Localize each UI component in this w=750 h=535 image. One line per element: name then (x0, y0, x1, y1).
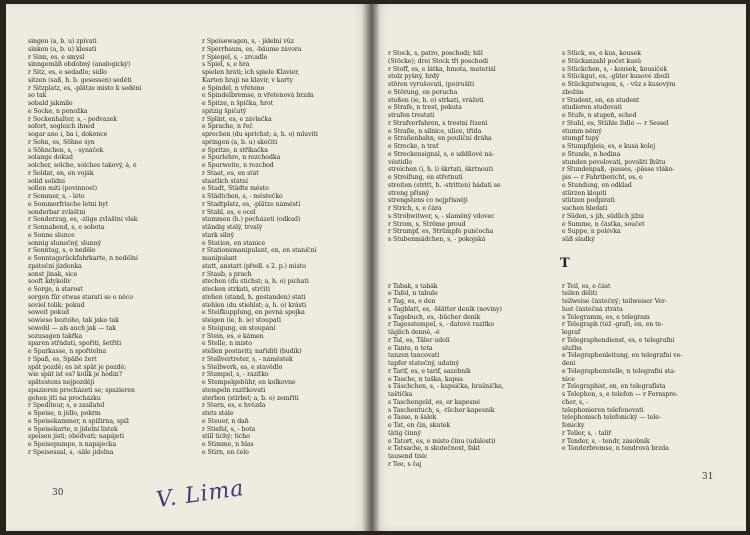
dictionary-entry: stark silný (202, 231, 235, 239)
dictionary-entry: e Steifkupplung, en pevná spojka (202, 309, 305, 317)
dictionary-entry: e Speisekarte, n jídelní lístek (28, 425, 118, 433)
dictionary-entry: r Stock, s, patro, poschodí; hůl (388, 50, 483, 57)
dictionary-entry: spät pozdě; es ist spät je pozdě; (28, 363, 127, 371)
dictionary-entry: pis — r Fahrtbericht, es, e (562, 174, 643, 181)
dictionary-entry: s Tagblatt, es, -blätter deník (noviny) (388, 305, 502, 313)
dictionary-entry: s Taschengeld, es, er kapesné (388, 398, 481, 406)
dictionary-entry: r Tag, es, e den (388, 298, 436, 305)
dictionary-entry: statt, anstatt (předl. s 2. p.) místo (202, 262, 306, 270)
dictionary-entry: e Summe, n částka, součet (562, 220, 645, 228)
dictionary-entry: stellen postaviti; nařiditi (budík) (202, 348, 302, 355)
dictionary-entry: täglich denně, -ě (388, 329, 440, 336)
dictionary-entry: e Tasse, n šálek (388, 414, 437, 422)
dictionary-entry: r Tagesstempel, s, - datové razítko (388, 321, 495, 329)
dictionary-entry: sinken (a, b. u) klesati (28, 45, 97, 53)
dictionary-entry: r Tarif, es, e tarif, sazebník (388, 367, 471, 375)
dictionary-entry: e Telegraphenstelle, n telegrafní sta- (562, 367, 676, 375)
dictionary-entry: s Täschchen, s, - kapsička, brašnička, (388, 383, 504, 391)
dictionary-entry: s Telephon, s, e telefon — r Fernspre- (562, 391, 678, 398)
dictionary-entry: r Spediteur, s, e zasílatel (28, 402, 105, 410)
dictionary-entry: cher, s, - (562, 398, 589, 406)
dictionary-entry: wie spät ist es? kolik je hodin? (28, 371, 122, 379)
dictionary-entry: telephonisch telefonický — tele- (562, 414, 661, 422)
dictionary-entry: sonst jinak, sice (28, 270, 78, 278)
dictionary-entry: streiten (stritt, h. -stritten) hádati se (388, 181, 501, 189)
dictionary-entry: e Sonne slunce (28, 231, 75, 239)
dictionary-entry (562, 275, 734, 283)
dictionary-entry: r Soldat, en, en voják (28, 169, 94, 177)
dictionary-entry: e Tat, en čin, skutek (388, 422, 451, 429)
right-column-2 (562, 50, 734, 453)
open-book (6, 4, 746, 531)
dictionary-entry: sprechen (du sprichst; a, h. o) mluviti (202, 131, 318, 138)
dictionary-entry: r Sockenhalter, s, - podvazek (28, 115, 117, 123)
letter-heading: T (560, 256, 570, 271)
dictionary-entry: stehlen (du stiehlst; a, h. o) krásti (202, 301, 307, 309)
left-column-1 (28, 38, 200, 457)
dictionary-entry: e Stempelgebühr, en kolkovné (202, 379, 296, 386)
dictionary-entry: r Strom, s, Ströme proud (388, 220, 466, 228)
dictionary-entry: solange dokud (28, 154, 73, 162)
dictionary-entry: r Telegraphendienst, es, e telegrafní (562, 336, 675, 344)
dictionary-entry: s Stückchen, s, - kousek, kousíček (562, 65, 668, 73)
dictionary-entry: e Station, en stanice (202, 239, 266, 247)
dictionary-entry: r Splint, es, e závlačka (202, 115, 272, 123)
dictionary-entry: r Sonnabend, s, e sobota (28, 224, 105, 231)
dictionary-entry: r Tal, es, Täler údolí (388, 336, 450, 344)
dictionary-entry: suchen hledati (562, 205, 608, 212)
dictionary-entry: e Streckensignal, s, e uddílové ná- (388, 150, 495, 158)
dictionary-entry: stecken strkati, strčiti (202, 286, 270, 293)
dictionary-entry: streng přísný (388, 189, 430, 197)
dictionary-entry: s Taschentuch, s, -tücher kapesník (388, 406, 495, 414)
dictionary-entry: solcher, solche, solches takový, á, é (28, 162, 137, 169)
dictionary-entry: r Telegraph (též -graf), en, en te- (562, 321, 664, 329)
dictionary-entry: stets stále (202, 410, 234, 417)
dictionary-entry: e Spitze, n špička, hrot (202, 100, 274, 107)
dictionary-entry: e Störung, en porucha (388, 88, 458, 96)
dictionary-entry: sozusagen takřka (28, 332, 83, 340)
dictionary-entry: tätig činný (388, 429, 421, 437)
dictionary-entry: sofort, sogleich ihned (28, 123, 95, 131)
dictionary-entry: r Süden, s jih, südlich jižní (562, 212, 644, 220)
dictionary-entry: e Straßenbahn, en pouliční dráha (388, 135, 492, 143)
dictionary-entry: r Sitz, es, e sedadlo; sídlo (28, 69, 107, 76)
dictionary-entry: r Stuhl, es, Stühle židle — r Sessel (562, 119, 669, 127)
dictionary-entry: e Steuer, n daň (202, 417, 249, 425)
dictionary-entry: speisen jísti; obědvati; napájeti (28, 433, 124, 441)
dictionary-entry (562, 252, 734, 260)
dictionary-entry: zpáteční jízdenka (28, 262, 82, 270)
dictionary-entry: e Tenderbremse, n tendrová brzda (562, 445, 669, 453)
dictionary-entry: stechen (du stichst; a, h. o) píchati (202, 278, 309, 286)
dictionary-entry (562, 259, 734, 267)
dictionary-entry: s Tagebuch, es, -bücher deník (388, 313, 481, 321)
dictionary-entry: r Stiefel, s, - bota (202, 425, 256, 433)
dictionary-entry: tausend tisíc (388, 453, 428, 460)
dictionary-entry: stören vyrušovati, (po)rušiti (388, 81, 475, 88)
dictionary-entry: stumpf tupý (562, 135, 600, 143)
dictionary-entry: e Sommerfrische letní byt (28, 200, 109, 208)
dictionary-entry: steigen (ie, b. ie) stoupati (202, 317, 281, 324)
dictionary-entry: r Speisesaal, s, -säle jídelna (28, 448, 114, 456)
dictionary-entry: tanzen tancovati (388, 352, 440, 360)
dictionary-entry: e Tasche, n taška, kapsa (388, 375, 463, 383)
dictionary-entry: solid solidní (28, 177, 65, 185)
dictionary-entry: still tichý; ticho (202, 433, 250, 441)
dictionary-entry: teilweise částečný; teilweiser Ver- (562, 298, 667, 305)
dictionary-entry: r Student, en, en student (562, 96, 640, 104)
dictionary-entry: e Speisekammer, n spižírna, spíž (28, 417, 129, 425)
dictionary-entry: spätestens nejpozději (28, 379, 95, 386)
dictionary-entry: studieren studovati (562, 104, 622, 112)
dictionary-entry: r Sommer, s, - léto (28, 193, 85, 200)
dictionary-entry: stolz pyšný, hrdý (388, 73, 440, 81)
dictionary-entry: singen (a, b. u) zpívati (28, 38, 97, 45)
dictionary-entry: streichen (i, h. i) škrtati, škrtnouti (388, 166, 494, 174)
dictionary-entry: staatlich státní (202, 177, 248, 185)
left-column-2 (202, 38, 370, 457)
dictionary-entry: stunden povolovati, povoliti lhůtu (562, 158, 666, 166)
dictionary-entry: e Speisepumpe, n napájecka (28, 441, 117, 448)
dictionary-entry: sobald jakmile (28, 100, 73, 107)
dictionary-entry: r Sohn, es, Söhne syn (28, 138, 95, 146)
dictionary-entry: r Telegraphist, en, en telegrafista (562, 383, 666, 391)
dictionary-entry: e Tante, n teta (388, 344, 433, 352)
page-number-left: 30 (52, 488, 64, 498)
dictionary-entry: sowohl — als auch jak — tak (28, 324, 116, 332)
dictionary-entry: gehen jíti na procházku (28, 394, 101, 402)
dictionary-entry: r Speisewagen, s, - jídelní vůz (202, 38, 294, 45)
dictionary-entry: r Teller, s, - talíř (562, 429, 612, 437)
dictionary-entry: e Tatsache, n skutečnost, fakt (388, 445, 480, 453)
dictionary-entry: stützen podpírati (562, 197, 615, 205)
dictionary-entry: spielen hráti; ich spiele Klavier, (202, 69, 300, 76)
dictionary-entry: s Strohwitwer, s, - slaměný vdovec (388, 212, 495, 220)
dictionary-entry: e Tafel, n tabule (388, 290, 438, 298)
dictionary-entry: stoßen (ie, h. o) strkati, vrážeti (388, 96, 484, 104)
dictionary-entry: süß sladký (562, 236, 595, 243)
dictionary-entry: (Stöcke); drei Stock tři poschodí (388, 57, 489, 65)
dictionary-entry: tapfer statečný, udatný (388, 360, 460, 367)
dictionary-entry: r Stundenpaß, -passes, -pässe vláko- (562, 166, 675, 174)
dictionary-entry: r Sperrbaum, es, -bäume závora (202, 45, 302, 53)
dictionary-entry: sonnig slunečný, slunný (28, 239, 102, 247)
dictionary-entry: e Speise, n jídlo, pokrm (28, 410, 101, 417)
dictionary-entry: sterben (stirbst; a, b. o) zemříti (202, 394, 299, 402)
dictionary-entry (562, 267, 734, 275)
dictionary-entry: stumm němý (562, 127, 602, 135)
dictionary-entry: sitzen (saß, h. b. gesessen) seděti (28, 76, 132, 84)
dictionary-entry: e Streifung, en střetnutí (388, 174, 463, 181)
dictionary-entry: e Stimme, n hlas (202, 441, 254, 448)
dictionary-entry: r Stempel, s, - razítko (202, 371, 269, 379)
dictionary-entry: Karten hraji na klavír, v karty (202, 76, 293, 84)
right-column-1 (388, 50, 560, 469)
dictionary-entry: fonicky (562, 422, 585, 429)
dictionary-entry: r Staub, s prach (202, 270, 252, 278)
dictionary-entry: r Stadtplatz, es, -plätze náměstí (202, 200, 301, 208)
dictionary-entry: r Spiegel, s, - zrcadlo (202, 53, 268, 61)
dictionary-entry: e Stirn, en čelo (202, 448, 249, 456)
dictionary-entry: e Strecke, n trať (388, 143, 439, 150)
dictionary-entry (388, 267, 560, 275)
dictionary-entry: e Telegraphenleitung, en telegrafní ve- (562, 352, 683, 360)
dictionary-entry: sparen střádati, spořiti, šetřiti (28, 340, 122, 348)
dictionary-entry: so tak (28, 92, 47, 100)
dictionary-entry: stempeln razítkovati (202, 386, 266, 394)
dictionary-entry: e Stelle, n místo (202, 340, 252, 348)
dictionary-entry: s Telegramm, es, e telegram (562, 313, 650, 321)
dictionary-entry: e Spurlehre, n rozchodka (202, 154, 281, 162)
dictionary-entry: r Sonntag, s, e neděle (28, 247, 96, 255)
dictionary-entry: stehen (stand, h. gestanden) státi (202, 293, 306, 301)
dictionary-entry: stammen (h.) pocházeti (odkud) (202, 216, 301, 224)
dictionary-entry: r Sonderzug, es, -züge zvláštní vlak (28, 216, 138, 224)
dictionary-entry: e Spritze, n stříkačka (202, 146, 268, 154)
dictionary-entry: r Tee, s čaj (388, 460, 422, 468)
dictionary-entry: lust částečná ztráta (562, 305, 623, 313)
left-page (6, 4, 370, 531)
dictionary-entry: e Sparkasse, n spořitelna (28, 348, 107, 355)
dictionary-entry: stürzen klopiti (562, 189, 607, 197)
dictionary-entry: e Stunde, n hodina (562, 150, 621, 158)
dictionary-entry: r Strumpf, es, Strümpfe punčocha (388, 228, 494, 236)
dictionary-entry: r Sitzplatz, es, -plätze místo k sedění (28, 84, 142, 92)
dictionary-entry: s Stück, es, e kus, kousek (562, 50, 641, 57)
dictionary-entry: soweit pokud (28, 309, 70, 317)
dictionary-entry: s Stückgut, es, -güter kusové zboží (562, 73, 670, 81)
dictionary-entry: r Strich, s, e čára (388, 205, 442, 212)
dictionary-entry: r Staat, es, en stát (202, 169, 259, 177)
dictionary-entry: r Stern, es, e hvězda (202, 402, 266, 410)
dictionary-entry: e Spindelbremse, n vřetenová brzda (202, 92, 314, 100)
dictionary-entry: sollen míti (povinnost) (28, 185, 97, 193)
dictionary-entry: sinngemäß obdobný (analogický) (28, 61, 131, 69)
dictionary-entry: strafen trestati (388, 112, 435, 119)
dictionary-entry: ständig stálý, trvalý (202, 224, 263, 231)
dictionary-entry: soviel tolik; pokud (28, 301, 85, 309)
dictionary-entry: e Stadt, Städte město (202, 185, 269, 193)
dictionary-entry: e Sonntagsrückfahrkarte, n nedělní (28, 255, 138, 262)
dictionary-entry: legraf (562, 329, 581, 336)
dictionary-entry: e Strafe, n trest, pokuta (388, 104, 462, 112)
dictionary-entry: e Sprache, n řeč (202, 123, 253, 131)
dictionary-entry: s Stumpfgleis, es, e kusá kolej (562, 143, 656, 150)
dictionary-entry: e Stundung, en odklad (562, 181, 632, 189)
dictionary-entry (388, 275, 560, 283)
dictionary-entry: e Stückgutwagen, s, - vůz s kusovým (562, 81, 676, 88)
dictionary-entry: r Stein, es, e kámen (202, 332, 264, 340)
dictionary-entry: spitzig špičatý (202, 107, 247, 115)
dictionary-entry: služba (562, 344, 582, 352)
dictionary-entry (388, 259, 560, 267)
dictionary-entry: sorgen für etwas starati se o něco (28, 293, 133, 301)
dictionary-entry: e Spindel, n vřeteno (202, 84, 265, 92)
dictionary-entry: sonderbar zvláštní (28, 208, 86, 216)
dictionary-entry: r Stahl, es, e ocel (202, 208, 256, 216)
dictionary-entry (562, 244, 734, 252)
dictionary-entry: e Straße, n silnice, ulice, třída (388, 127, 482, 135)
dictionary-entry: sowieso beztoho, tak jako tak (28, 317, 119, 324)
dictionary-entry: s Städtchen, s, - městečko (202, 193, 283, 200)
dictionary-entry: s Stellwerk, es, e stavědlo (202, 363, 283, 371)
handwritten-signature: V. Lima (154, 475, 246, 514)
dictionary-entry: s Spiel, s, e hra (202, 61, 250, 69)
dictionary-entry: e Steigung, en stoupání (202, 324, 276, 332)
dictionary-entry: manipulant (202, 255, 238, 262)
dictionary-entry: věstidlo (388, 158, 413, 166)
dictionary-entry: r Tender, s, - tendr, zásobník (562, 437, 650, 445)
dictionary-entry: springen (a, b. u) skočiti (202, 138, 278, 146)
dictionary-entry: e Stückanzahl počet kusů (562, 57, 642, 65)
dictionary-entry: spazieren procházeti se; spazieren (28, 386, 135, 394)
dictionary-entry: r Teil, es, e část (562, 282, 611, 290)
dictionary-entry: sogar ano i, ba i, dokonce (28, 131, 108, 138)
dictionary-entry (388, 252, 560, 260)
dictionary-entry: r Spaß, es, Späße žert (28, 355, 97, 363)
dictionary-entry: r Sinn, es, e smysl (28, 53, 85, 61)
dictionary-entry (388, 244, 560, 252)
dictionary-entry: strengstens co nejpřísněji (388, 197, 468, 205)
dictionary-entry: r Stoff, es, e látka, hmota, materiál (388, 65, 496, 73)
dictionary-entry: e Spurweite, n rozchod (202, 162, 274, 169)
dictionary-entry: e Stufe, n stupeň, schod (562, 112, 637, 119)
dictionary-entry: r Stellvertreter, s, - náměstek (202, 355, 293, 363)
right-page (370, 4, 746, 531)
dictionary-entry: e Suppe, n polévka (562, 228, 621, 236)
dictionary-entry: r Tabak, s tabák (388, 282, 438, 290)
dictionary-entry: telephonieren telefonovati (562, 406, 644, 414)
dictionary-entry: r Stationsmanipulant, en, en staniční (202, 247, 317, 255)
dictionary-entry: zbožím (562, 88, 584, 96)
dictionary-entry: dení (562, 360, 576, 367)
page-number-right: 31 (702, 472, 714, 482)
dictionary-entry: s Stubenmädchen, s, - pokojská (388, 236, 486, 243)
dictionary-entry: e Sorge, n starost (28, 286, 83, 293)
book-gutter (362, 4, 380, 531)
dictionary-entry: e Tatort, es, e místo činu (události) (388, 437, 496, 445)
dictionary-entry: r Strafverfahren, s trestní řízení (388, 119, 488, 127)
dictionary-entry: s Söhnchen, s, - synáček (28, 146, 104, 154)
dictionary-entry: teilen děliti (562, 290, 598, 298)
dictionary-entry: taštička (388, 391, 413, 398)
dictionary-entry: e Socke, n ponožka (28, 107, 88, 115)
dictionary-entry: sooft kdykoliv (28, 278, 71, 286)
dictionary-entry: nice (562, 375, 575, 383)
